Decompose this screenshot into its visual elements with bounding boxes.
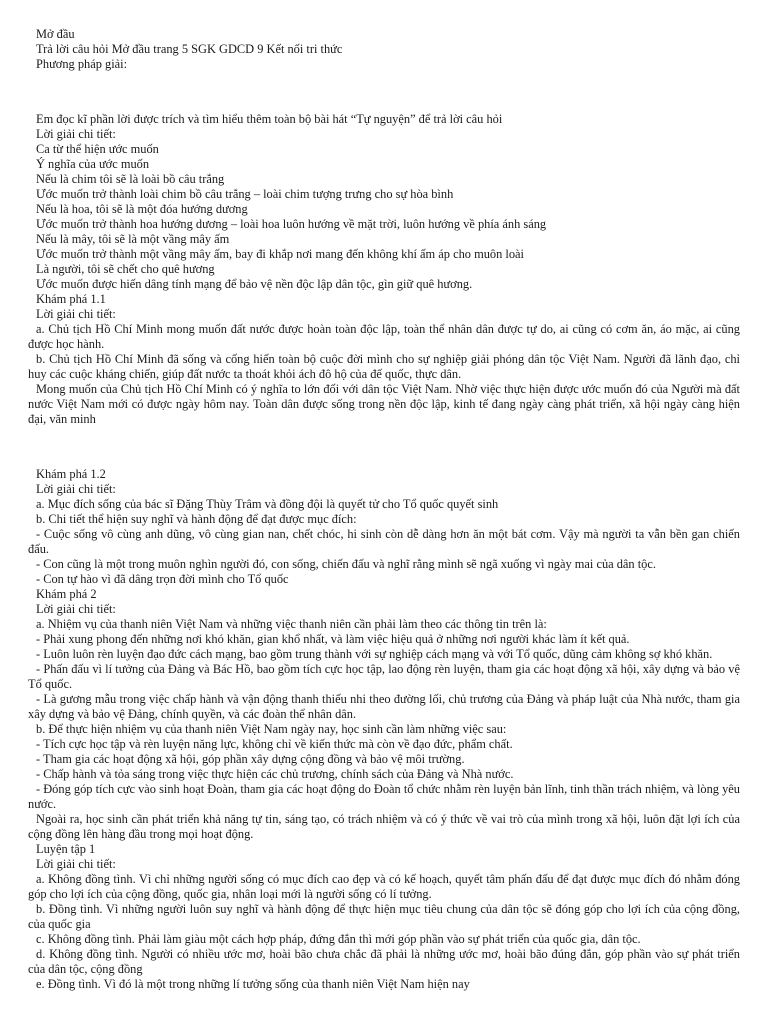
text-line: Là người, tôi sẽ chết cho quê hương: [36, 261, 215, 276]
text-line: Mở đầu: [36, 27, 75, 41]
text-line: Lời giải chi tiết:: [36, 856, 116, 871]
text-line: Lời giải chi tiết:: [36, 481, 116, 496]
text-line: Nếu là hoa, tôi sẽ là một đóa hướng dương: [36, 201, 248, 216]
text-line: Ước muốn được hiến dâng tính mạng để bảo vệ nền độc lập dân tộc, gìn giữ quê hương.: [36, 276, 473, 291]
text-line: - Tích cực học tập và rèn luyện năng lực, không chỉ về kiến thức mà còn về đạo đức, phẩm chất.: [36, 736, 513, 751]
text-line: Lời giải chi tiết:: [36, 306, 116, 321]
text-line: - Phấn đấu vì lí tưởng của Đảng và Bác Hồ, bao gồm tích cực học tập, lao động rèn luyện, tham gia các hoạt động xã hội, xây dựng và bảo vệ Tổ quốc.: [28, 661, 740, 691]
text-line: d. Không đồng tình. Người có nhiều ước mơ, hoài bão chưa chắc đã phải là những ước mơ, hoài bão đúng đắn, góp phần vào sự phát triển của dân tộc, cộng đồng: [28, 946, 740, 976]
text-line: Nếu là mây, tôi sẽ là một vầng mây ấm: [36, 231, 230, 246]
text-line: - Đóng góp tích cực vào sinh hoạt Đoàn, tham gia các hoạt động do Đoàn tổ chức nhằm rèn luyện bản lĩnh, tinh thần trách nhiệm, và lòng yêu nước.: [28, 781, 740, 811]
text-line: - Con cũng là một trong muôn nghìn người đó, con sống, chiến đấu và nghĩ rằng mình sẽ ngã xuống vì ngày mai của dân tộc.: [36, 556, 656, 571]
text-line: Ý nghĩa của ước muốn: [36, 156, 150, 171]
text-line: b. Để thực hiện nhiệm vụ của thanh niên Việt Nam ngày nay, học sinh cần làm những việc sau:: [36, 721, 507, 736]
blank-line: [28, 439, 740, 454]
text-line: - Chấp hành và tỏa sáng trong việc thực hiện các chủ trương, chính sách của Đảng và Nhà nước.: [36, 766, 514, 781]
text-line: Lời giải chi tiết:: [36, 601, 116, 616]
text-line: - Cuộc sống vô cùng anh dũng, vô cùng gian nan, chết chóc, hi sinh còn dễ dàng hơn ăn một bát cơm. Vậy mà người ta vẫn bền gan chiến đấu.: [28, 526, 740, 556]
text-line: Phương pháp giải:: [36, 57, 128, 71]
text-line: Ước muốn trở thành một vầng mây ấm, bay đi khắp nơi mang đến không khí ấm áp cho muôn loài: [36, 246, 524, 261]
text-line: a. Không đồng tình. Vì chỉ những người sống có mục đích cao đẹp và có kế hoạch, quyết tâm phấn đấu để đạt được mục đích đó nhằm đóng góp cho lợi ích của cộng đồng, quốc gia, nhân loại mới là người sống có lí tưởng.: [28, 871, 740, 901]
text-line: a. Mục đích sống của bác sĩ Đặng Thùy Trâm và đồng đội là quyết tử cho Tổ quốc quyết sinh: [36, 496, 499, 511]
text-line: c. Không đồng tình. Phải làm giàu một cách hợp pháp, đứng đắn thì mới góp phần vào sự phát triển của quốc gia, dân tộc.: [36, 931, 641, 946]
text-line: - Tham gia các hoạt động xã hội, góp phần xây dựng cộng đồng và bảo vệ môi trường.: [36, 751, 465, 766]
text-line: b. Chi tiết thể hiện suy nghĩ và hành động để đạt được mục đích:: [36, 511, 357, 526]
text-line: Khám phá 2: [36, 586, 97, 601]
text-line: Khám phá 1.2: [36, 466, 106, 481]
text-line: Ngoài ra, học sinh cần phát triển khả năng tự tin, sáng tạo, có trách nhiệm và có ý thức về vai trò của mình trong xã hội, luôn đặt lợi ích của cộng đồng lên hàng đầu trong mọi hoạt động.: [28, 811, 740, 841]
text-line: e. Đồng tình. Vì đó là một trong những lí tưởng sống của thanh niên Việt Nam hiện nay: [36, 976, 470, 991]
text-line: Mong muốn của Chủ tịch Hồ Chí Minh có ý nghĩa to lớn đối với dân tộc Việt Nam. Nhờ việc thực hiện được ước muốn đó của Người mà đất nước Việt Nam mới có được ngày hôm nay. Toàn dân được sống trong nền độc lập, kinh tế đang ngày càng phát triển, xã hội ngày càng hiện đại, văn minh: [28, 381, 740, 426]
text-line: a. Nhiệm vụ của thanh niên Việt Nam và những việc thanh niên cần phải làm theo các thông tin trên là:: [36, 616, 547, 631]
text-line: Khám phá 1.1: [36, 291, 106, 306]
blank-line: [28, 84, 740, 99]
text-line: a. Chủ tịch Hồ Chí Minh mong muốn đất nước được hoàn toàn độc lập, toàn thể nhân dân được tự do, ai cũng có cơm ăn, áo mặc, ai cũng được học hành.: [28, 321, 740, 351]
text-line: b. Đồng tình. Vì những người luôn suy nghĩ và hành động để thực hiện mục tiêu chung của dân tộc sẽ đóng góp cho lợi ích của cộng đồng, của quốc gia: [28, 901, 740, 931]
text-line: b. Chủ tịch Hồ Chí Minh đã sống và cống hiến toàn bộ cuộc đời mình cho sự nghiệp giải phóng dân tộc Việt Nam. Người đã lãnh đạo, chỉ huy các cuộc kháng chiến, giúp đất nước ta thoát khỏi ách đô hộ của đế quốc, thực dân.: [28, 351, 740, 381]
text-line: - Luôn luôn rèn luyện đạo đức cách mạng, bao gồm trung thành với sự nghiệp cách mạng và với Tổ quốc, dũng cảm không sợ khó khăn.: [36, 646, 713, 661]
text-line: Nếu là chim tôi sẽ là loài bồ câu trắng: [36, 171, 225, 186]
text-line: Ca từ thể hiện ước muốn: [36, 141, 159, 156]
text-line: Lời giải chi tiết:: [36, 126, 116, 141]
text-line: Em đọc kĩ phần lời được trích và tìm hiểu thêm toàn bộ bài hát “Tự nguyện” để trả lời câu hỏi: [36, 111, 503, 126]
text-line: Ước muốn trở thành hoa hướng dương – loài hoa luôn hướng về mặt trời, luôn hướng về phía ánh sáng: [36, 216, 547, 231]
text-line: - Là gương mẫu trong việc chấp hành và vận động thanh thiếu nhi theo đường lối, chủ trương của Đảng và pháp luật của Nhà nước, tham gia xây dựng và bảo vệ Đảng, chính quyền, và các đoàn thể nhân dân.: [28, 691, 740, 721]
text-line: Luyện tập 1: [36, 841, 96, 856]
text-line: - Con tự hào vì đã dâng trọn đời mình cho Tổ quốc: [36, 571, 289, 586]
text-line: Ước muốn trở thành loài chim bồ câu trắng – loài chim tượng trưng cho sự hòa bình: [36, 186, 454, 201]
text-line: Trả lời câu hỏi Mở đầu trang 5 SGK GDCD 9 Kết nối tri thức: [36, 42, 343, 56]
text-line: - Phải xung phong đến những nơi khó khăn, gian khổ nhất, và làm việc hiệu quả ở những nơi người khác làm ít kết quả.: [36, 631, 630, 646]
